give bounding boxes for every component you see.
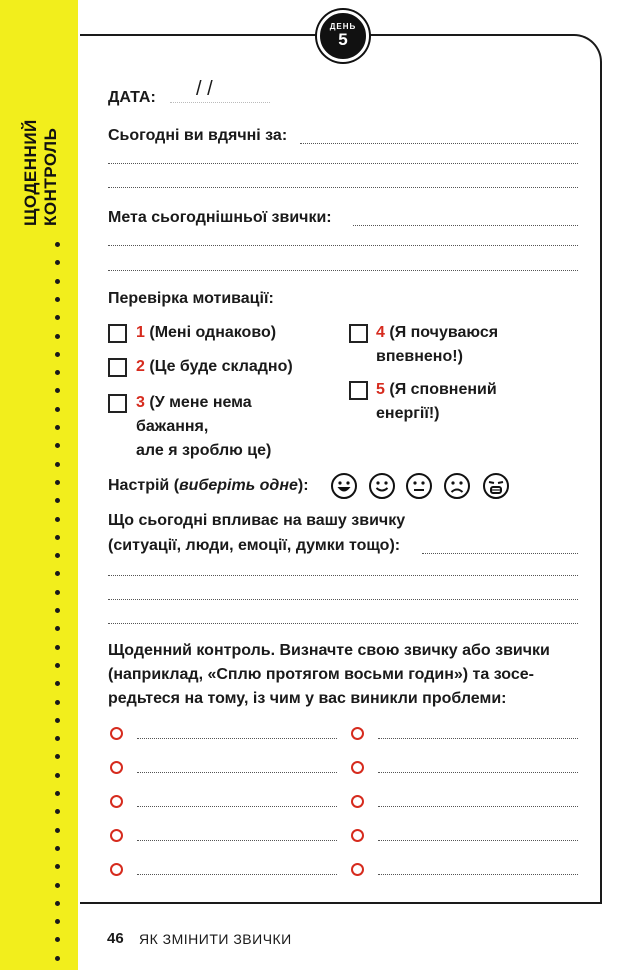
habit-line[interactable] <box>137 840 337 841</box>
crying-face-icon[interactable] <box>482 472 510 500</box>
daily-instruction-line-3: редьтеся на тому, із чим у вас виникли проблеми: <box>108 690 507 707</box>
book-title: ЯК ЗМІНИТИ ЗВИЧКИ <box>139 931 292 947</box>
motivation-checkbox-4[interactable] <box>349 324 368 343</box>
motivation-checkbox-5[interactable] <box>349 381 368 400</box>
sidebar-dot <box>55 937 60 942</box>
habit-circle[interactable] <box>351 863 364 876</box>
mood-label: Настрій (виберіть одне): <box>108 477 309 494</box>
motivation-option-2 <box>136 358 293 376</box>
sidebar <box>0 0 78 970</box>
sidebar-dot <box>55 791 60 796</box>
date-field[interactable] <box>170 102 270 103</box>
option-text: (Мені однаково) <box>149 324 277 341</box>
option-number: 2 <box>136 358 145 375</box>
sidebar-dot <box>55 535 60 540</box>
sidebar-dot <box>55 846 60 851</box>
habit-circle[interactable] <box>351 795 364 808</box>
sidebar-dot <box>55 480 60 485</box>
gratitude-line-2[interactable] <box>108 163 578 164</box>
goal-label: Мета сьогоднішньої звички: <box>108 209 332 226</box>
date-label: ДАТА: <box>108 89 156 106</box>
habit-line[interactable] <box>137 806 337 807</box>
day-label: ДЕНЬ <box>329 22 357 31</box>
habit-line[interactable] <box>378 806 578 807</box>
page-number: 46 <box>107 930 124 947</box>
motivation-label: Перевірка мотивації: <box>108 290 274 307</box>
neutral-face-icon[interactable] <box>405 472 433 500</box>
sidebar-dot <box>55 773 60 778</box>
sidebar-dot <box>55 297 60 302</box>
sidebar-dot <box>55 443 60 448</box>
sidebar-dot <box>55 718 60 723</box>
sidebar-dot <box>55 883 60 888</box>
habit-line[interactable] <box>137 772 337 773</box>
option-text: (Я сповнений <box>389 381 497 398</box>
sidebar-dot <box>55 517 60 522</box>
habit-circle[interactable] <box>110 829 123 842</box>
motivation-option-3-line2: бажання, <box>136 418 209 435</box>
motivation-checkbox-3[interactable] <box>108 394 127 413</box>
habit-circle[interactable] <box>110 863 123 876</box>
sidebar-dot <box>55 736 60 741</box>
motivation-option-4-line2: впевнено!) <box>376 348 463 365</box>
daily-instruction-line-1: Щоденний контроль. Визначте свою звичку або звички <box>108 642 550 659</box>
day-number: 5 <box>338 30 348 49</box>
sidebar-dot <box>55 279 60 284</box>
sidebar-dot <box>55 754 60 759</box>
sidebar-dot <box>55 864 60 869</box>
influence-line-1[interactable] <box>422 553 578 554</box>
daily-instruction-line-2: (наприклад, «Сплю протягом восьми годин») та зосе- <box>108 666 534 683</box>
sidebar-dot <box>55 407 60 412</box>
influence-line-2[interactable] <box>108 575 578 576</box>
sidebar-dot <box>55 828 60 833</box>
habit-line[interactable] <box>378 840 578 841</box>
sidebar-title: ЩОДЕННИЙ КОНТРОЛЬ <box>21 119 60 226</box>
motivation-option-1 <box>136 324 276 342</box>
goal-line-1[interactable] <box>353 225 578 226</box>
sidebar-dot <box>55 425 60 430</box>
habit-line[interactable] <box>378 772 578 773</box>
sidebar-dot <box>55 242 60 247</box>
influence-label-line-1: Що сьогодні впливає на вашу звичку <box>108 512 406 529</box>
influence-line-3[interactable] <box>108 599 578 600</box>
habit-circle[interactable] <box>351 829 364 842</box>
sidebar-dot <box>55 663 60 668</box>
sidebar-dot <box>55 260 60 265</box>
habit-circle[interactable] <box>110 727 123 740</box>
sidebar-dot <box>55 681 60 686</box>
gratitude-line-1[interactable] <box>300 143 578 144</box>
option-number: 1 <box>136 324 145 341</box>
option-text: (У мене нема <box>149 394 252 411</box>
sidebar-dot <box>55 901 60 906</box>
motivation-option-4 <box>376 324 498 342</box>
sidebar-dot <box>55 315 60 320</box>
option-number: 3 <box>136 394 145 411</box>
gratitude-label: Сьогодні ви вдячні за: <box>108 127 288 144</box>
sad-face-icon[interactable] <box>443 472 471 500</box>
very-happy-face-icon[interactable] <box>330 472 358 500</box>
habit-circle[interactable] <box>110 795 123 808</box>
influence-line-4[interactable] <box>108 623 578 624</box>
sidebar-dot <box>55 571 60 576</box>
sidebar-dot <box>55 553 60 558</box>
motivation-checkbox-1[interactable] <box>108 324 127 343</box>
motivation-option-5 <box>376 381 497 399</box>
goal-line-3[interactable] <box>108 270 578 271</box>
habit-line[interactable] <box>378 738 578 739</box>
habit-circle[interactable] <box>351 761 364 774</box>
sidebar-dot <box>55 608 60 613</box>
motivation-option-3 <box>136 394 252 412</box>
option-number: 4 <box>376 324 385 341</box>
habit-line[interactable] <box>378 874 578 875</box>
sidebar-dot <box>55 919 60 924</box>
gratitude-line-3[interactable] <box>108 187 578 188</box>
sidebar-dot <box>55 956 60 961</box>
sidebar-dot <box>55 462 60 467</box>
sidebar-dot <box>55 590 60 595</box>
sidebar-dot <box>55 645 60 650</box>
sidebar-dot <box>55 388 60 393</box>
option-text: (Я почуваюся <box>389 324 499 341</box>
sidebar-dot <box>55 370 60 375</box>
sidebar-dot <box>55 809 60 814</box>
form-card <box>80 34 602 904</box>
sidebar-dot <box>55 626 60 631</box>
habit-circle[interactable] <box>351 727 364 740</box>
influence-label-line-2: (ситуації, люди, емоції, думки тощо): <box>108 537 401 554</box>
sidebar-dot <box>55 700 60 705</box>
sidebar-dot <box>55 352 60 357</box>
motivation-option-3-line3: але я зроблю це) <box>136 442 272 459</box>
sidebar-dot <box>55 334 60 339</box>
goal-line-2[interactable] <box>108 245 578 246</box>
motivation-option-5-line2: енергії!) <box>376 405 440 422</box>
sidebar-dot <box>55 498 60 503</box>
option-number: 5 <box>376 381 385 398</box>
date-separator: / / <box>196 78 213 100</box>
day-badge <box>317 10 369 62</box>
habit-line[interactable] <box>137 874 337 875</box>
habit-line[interactable] <box>137 738 337 739</box>
motivation-checkbox-2[interactable] <box>108 358 127 377</box>
option-text: (Це буде складно) <box>149 358 293 375</box>
happy-face-icon[interactable] <box>368 472 396 500</box>
habit-circle[interactable] <box>110 761 123 774</box>
